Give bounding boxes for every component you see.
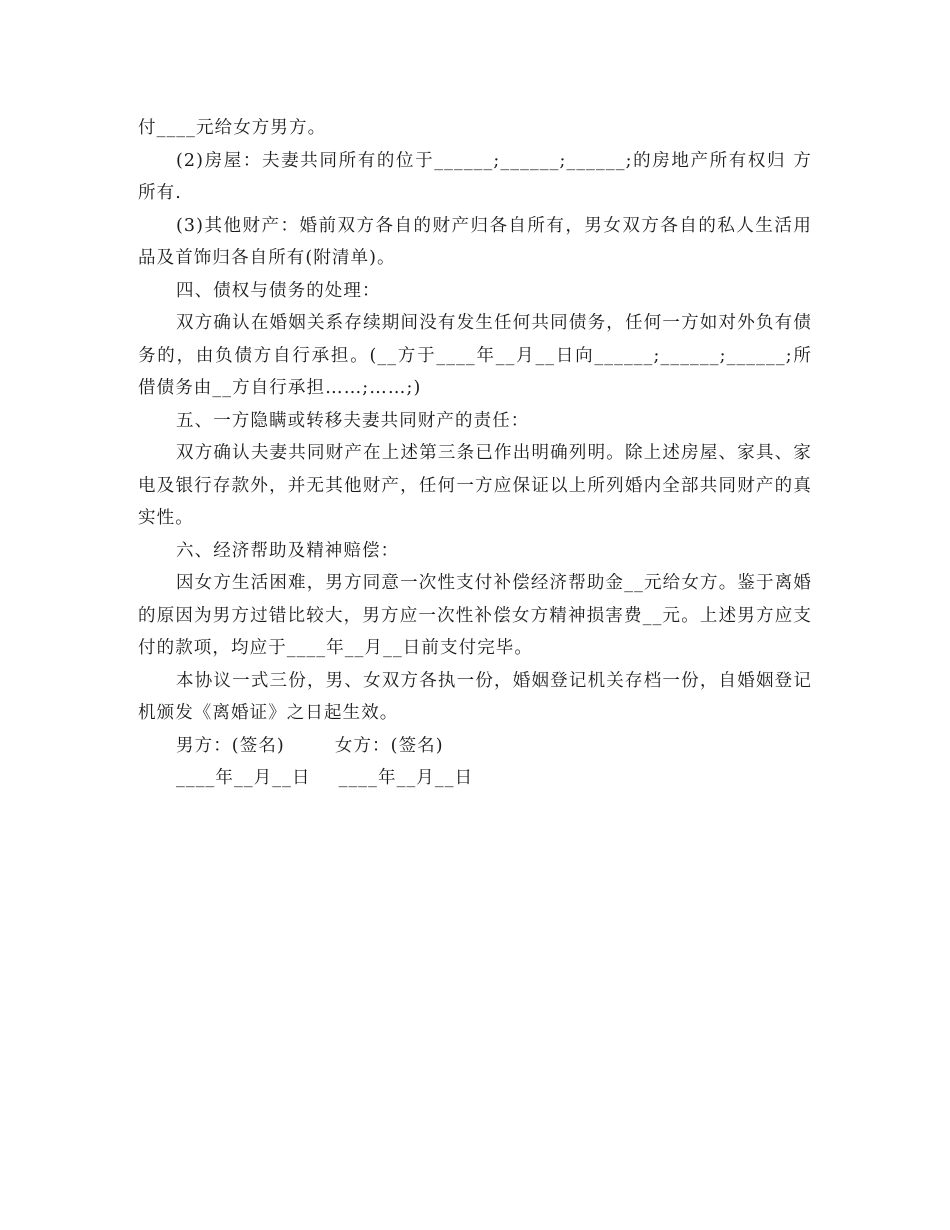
- male-signature-label: 男方：(签名): [176, 735, 285, 756]
- heading-concealment: 五、一方隐瞒或转移夫妻共同财产的责任：: [176, 410, 530, 431]
- female-signature-label: 女方：(签名): [334, 735, 444, 756]
- heading-compensation: 六、经济帮助及精神赔偿：: [176, 540, 400, 561]
- paragraph-other-property: (3)其他财产：婚前双方各自的财产归各自所有，男女双方各自的私人生活用品及首饰归各自所有(附清单)。: [138, 215, 812, 268]
- paragraph-house: (2)房屋：夫妻共同所有的位于______;______;______;的房地产所有权归 方所有.: [138, 150, 812, 203]
- heading-debts: 四、债权与债务的处理：: [176, 280, 381, 301]
- paragraph-concealment: 双方确认夫妻共同财产在上述第三条已作出明确列明。除上述房屋、家具、家电及银行存款外，并无其他财产，任何一方应保证以上所列婚内全部共同财产的真实性。: [138, 443, 812, 528]
- paragraph-effect: 本协议一式三份，男、女双方各执一份，婚姻登记机关存档一份，自婚姻登记机颁发《离婚证》之日起生效。: [138, 670, 812, 723]
- female-signature-date: ____年__月__日: [338, 768, 474, 788]
- paragraph-1: 付____元给女方男方。: [138, 118, 327, 138]
- paragraph-debts: 双方确认在婚姻关系存续期间没有发生任何共同债务，任何一方如对外负有债务的，由负债方自行承担。(__方于____年__月__日向______;______;______;所借债务由__方自行承担……;……;): [138, 313, 812, 398]
- signature-line: [138, 730, 812, 763]
- paragraph-compensation: 因女方生活困难，男方同意一次性支付补偿经济帮助金__元给女方。鉴于离婚的原因为男方过错比较大，男方应一次性补偿女方精神损害费__元。上述男方应支付的款项，均应于____年__月__日前支付完毕。: [138, 573, 812, 658]
- male-signature-date: ____年__月__日: [176, 768, 311, 788]
- document-body: [138, 112, 812, 795]
- date-line: [138, 762, 812, 795]
